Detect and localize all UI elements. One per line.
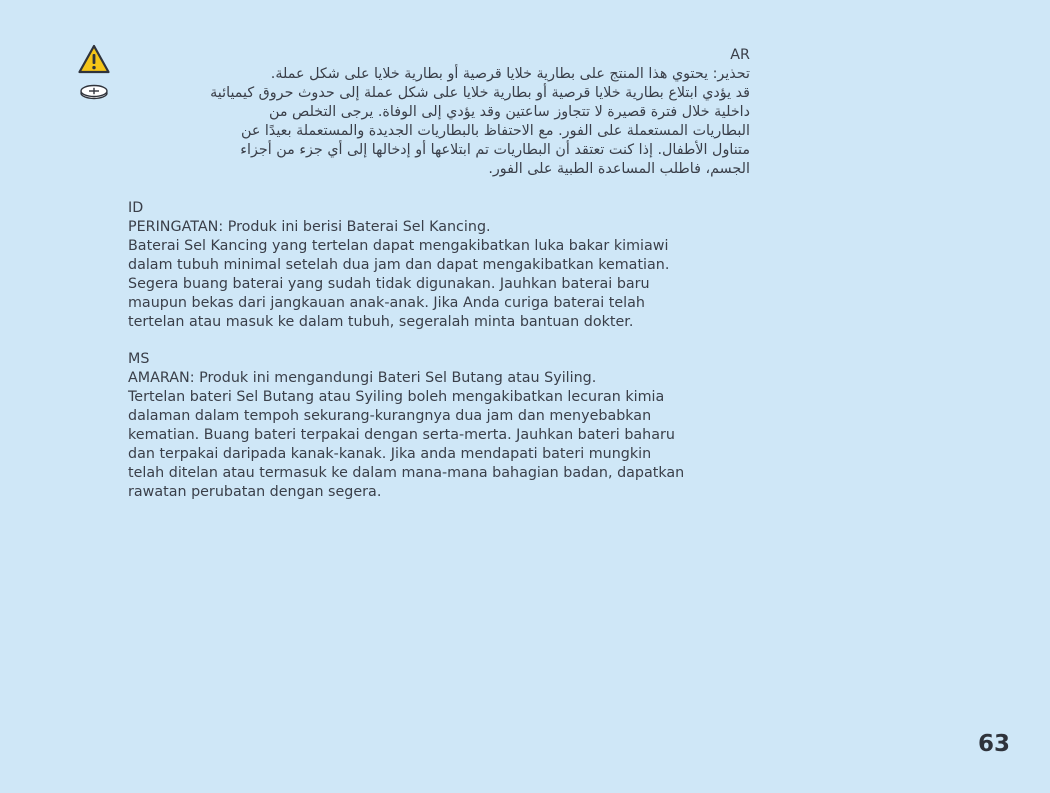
ar-line: البطاريات المستعملة على الفور. مع الاحتفاظ بالبطاريات الجديدة والمستعملة بعيدًا عن [240, 123, 750, 139]
warning-triangle-icon [78, 44, 110, 74]
ar-line: داخلية خلال فترة قصيرة لا تتجاوز ساعتين وقد يؤدي إلى الوفاة. يرجى التخلص من [268, 104, 750, 120]
ms-line: telah ditelan atau termasuk ke dalam mana-mana bahagian badan, dapatkan [128, 465, 685, 481]
ar-line: متناول الأطفال. إذا كنت تعتقد أن البطاريات تم ابتلاعها أو إدخالها إلى أي جزء من أجزاء [240, 142, 750, 158]
malay-warning-section [128, 350, 750, 502]
ms-line: AMARAN: Produk ini mengandungi Bateri Sel Butang atau Syiling. [128, 370, 597, 386]
id-line: PERINGATAN: Produk ini berisi Baterai Sel Kancing. [128, 219, 491, 235]
page-number: 63 [977, 731, 1010, 757]
arabic-warning-section [128, 46, 750, 179]
id-line: Segera buang baterai yang sudah tidak digunakan. Jauhkan baterai baru [128, 276, 650, 292]
ar-line: الجسم، فاطلب المساعدة الطبية على الفور. [488, 161, 750, 177]
warning-icons [78, 44, 112, 100]
ar-line: تحذير: يحتوي هذا المنتج على بطارية خلايا قرصية أو بطارية خلايا على شكل عملة. [270, 66, 750, 82]
id-line: Baterai Sel Kancing yang tertelan dapat mengakibatkan luka bakar kimiawi [128, 238, 669, 254]
ms-line: kematian. Buang bateri terpakai dengan serta-merta. Jauhkan bateri baharu [128, 427, 675, 443]
id-line: tertelan atau masuk ke dalam tubuh, segeralah minta bantuan dokter. [128, 314, 634, 330]
language-tag-ms: MS [128, 351, 150, 367]
ar-line: قد يؤدي ابتلاع بطارية خلايا قرصية أو بطارية خلايا على شكل عملة إلى حدوث حروق كيميائية [210, 85, 750, 101]
button-cell-battery-icon [79, 84, 109, 100]
ms-line: rawatan perubatan dengan segera. [128, 484, 382, 500]
id-line: dalam tubuh minimal setelah dua jam dan dapat mengakibatkan kematian. [128, 257, 670, 273]
indonesian-warning-section [128, 199, 750, 332]
id-line: maupun bekas dari jangkauan anak-anak. Jika Anda curiga baterai telah [128, 295, 645, 311]
language-tag-id: ID [128, 200, 144, 216]
ms-line: Tertelan bateri Sel Butang atau Syiling boleh mengakibatkan lecuran kimia [128, 389, 665, 405]
ms-line: dalaman dalam tempoh sekurang-kurangnya dua jam dan menyebabkan [128, 408, 652, 424]
ms-line: dan terpakai daripada kanak-kanak. Jika anda mendapati bateri mungkin [128, 446, 652, 462]
language-tag-ar: AR [730, 47, 750, 63]
